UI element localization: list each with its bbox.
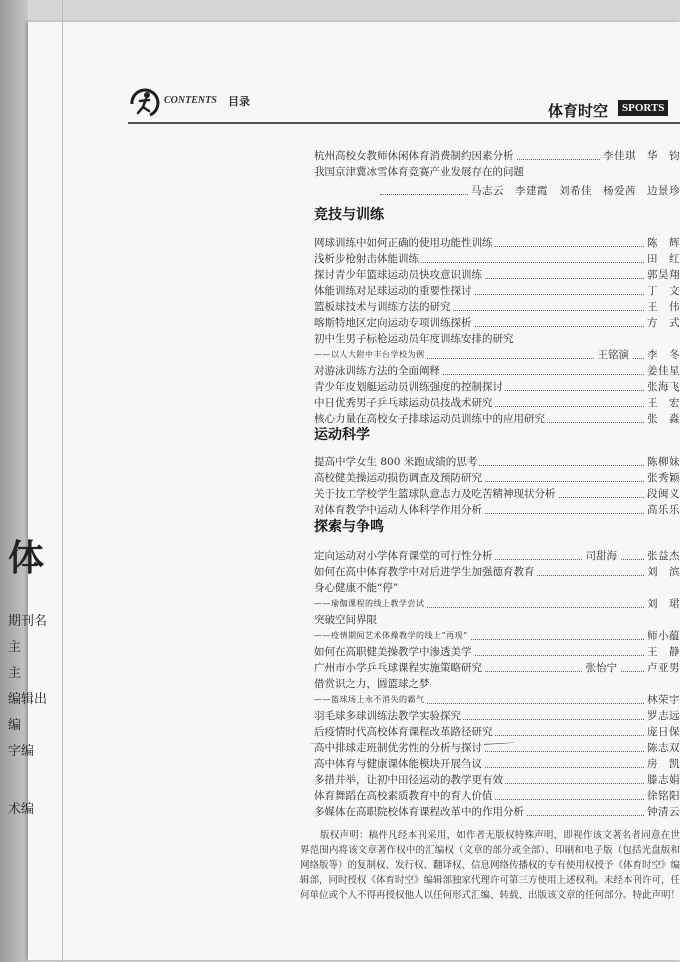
- header-rule: [128, 122, 680, 124]
- entry-authors: 陈柳妹: [644, 454, 680, 470]
- entry-subtitle: ——瑜伽课程的线上教学尝试: [314, 596, 427, 612]
- entry-authors: 陈志双: [644, 740, 680, 756]
- entry-title: 篮板球技术与训练方法的研究: [314, 301, 451, 313]
- toc-entry: [314, 379, 680, 395]
- toc-entry: [314, 676, 680, 692]
- entry-title: 体育舞蹈在高校素质教育中的育人价值: [314, 790, 493, 802]
- contents-label: CONTENTS: [164, 95, 217, 106]
- entry-title: 如何在高职健美操教学中渗透美学: [314, 646, 472, 658]
- entry-authors: 马志云 李建霞 刘希佳 杨爱茜 边景珍: [468, 183, 680, 199]
- entry-title: 后疫情时代高校体育课程改革路径研究: [314, 726, 493, 738]
- toc-entry: [314, 470, 680, 486]
- entry-title: 中日优秀男子乒乓球运动员技战术研究: [314, 397, 493, 409]
- toc-entry: [314, 548, 680, 564]
- entry-title: 高中体育与健康课体能模块开展刍议: [314, 758, 482, 770]
- entry-authors: 卢亚男: [644, 660, 680, 676]
- entry-authors: 王 伟: [644, 299, 680, 315]
- entry-authors: 王 静: [644, 644, 680, 660]
- entry-authors: 王 宏: [644, 395, 680, 411]
- copyright-text: 版权声明：稿件凡经本刊采用，如作者无版权特殊声明，即视作该文著名者同意在世界范围内将该文章著作权中的汇编权（文章的部分或全部）、印刷和电子版（包括光盘版和网络版等）的复制权、发行权、翻译权、信息网络传播权的专有使用权授予《体育时空》编辑部，同时授权《体育时空》编辑部独家代理许可第三方使用上述权利。未经本刊许可，任何单位或个人不得再授权他人以任何形式汇编、转载、出版该文章的任何部分。特此声明！: [300, 830, 680, 901]
- spine-line: 主: [8, 666, 22, 681]
- runner-logo-icon: [128, 86, 160, 118]
- entry-title: 高校健美操运动损伤调查及预防研究: [314, 472, 482, 484]
- entry-authors: 方 式: [644, 315, 680, 331]
- toc-entry: [314, 756, 680, 772]
- entry-title: 多措并举，让初中田径运动的教学更有效: [314, 774, 503, 786]
- toc-entry: [314, 331, 680, 347]
- entry-title: 探讨青少年篮球运动员快攻意识训练: [314, 269, 482, 281]
- toc-entry: [314, 788, 680, 804]
- toc-entry: [314, 164, 680, 180]
- entry-title: 如何在高中体育教学中对后进学生加强德育教育: [314, 566, 535, 578]
- entry-authors: 李 冬: [644, 347, 680, 363]
- toc-entry: [314, 580, 680, 596]
- entry-authors: 师小蕴: [644, 628, 680, 644]
- entry-authors: 张海飞: [644, 379, 680, 395]
- page-fold: [62, 0, 63, 962]
- toc-entry: [314, 315, 680, 331]
- toc-entry: [314, 347, 680, 363]
- entry-title: 提高中学女生 800 米跑成绩的思考: [314, 456, 478, 468]
- toc-entry: [314, 612, 680, 628]
- spine-line: 编辑出: [8, 692, 48, 707]
- entry-authors: 丁 文: [644, 283, 680, 299]
- toc-entry: [314, 251, 680, 267]
- section-heading: 竞技与训练: [314, 207, 384, 223]
- section-heading: 探索与争鸣: [314, 519, 384, 535]
- entry-title: 喀斯特地区定向运动专项训练探析: [314, 317, 472, 329]
- entry-title: 浅析步枪射击体能训练: [314, 253, 419, 265]
- entry-authors: 田 红: [644, 251, 680, 267]
- entry-title: 对游泳训练方法的全面阐释: [314, 365, 440, 377]
- spine-line: 编: [8, 718, 22, 733]
- entry-authors: 张秀颖: [644, 470, 680, 486]
- entry-title: 定向运动对小学体育课堂的可行性分析: [314, 550, 493, 562]
- entry-title: 关于技工学校学生篮球队意志力及吃苦精神现状分析: [314, 488, 556, 500]
- toc-entry: [314, 454, 680, 470]
- entry-authors: 郭昊翔: [644, 267, 680, 283]
- toc-entry: [314, 628, 680, 644]
- toc-entry: [314, 708, 680, 724]
- entry-authors: 李佳琪 华 钧: [600, 148, 680, 164]
- entry-subtitle: ——以人大附中丰台学校为例: [314, 347, 427, 363]
- entry-title: 网球训练中如何正确的使用功能性训练: [314, 237, 493, 249]
- copyright-notice: [300, 828, 680, 903]
- spine-line: 主: [8, 640, 22, 655]
- toc-entry: [314, 411, 680, 427]
- toc-entry: [314, 267, 680, 283]
- spine-line: 字编: [8, 744, 35, 759]
- entry-authors: 刘 滨: [644, 564, 680, 580]
- entry-subtitle: ——疫情期间艺术体操教学的线上“再现”: [314, 628, 470, 644]
- toc-entry: [314, 564, 680, 580]
- toc-entry: [314, 395, 680, 411]
- entry-authors: 庞日保: [644, 724, 680, 740]
- entry-title: 我国京津冀冰雪体育竞赛产业发展存在的问题: [314, 166, 524, 178]
- toc-entry: [314, 692, 680, 708]
- entry-title: 羽毛球多球训练法教学实验探究: [314, 710, 461, 722]
- entry-title: 身心健康不能“停”: [314, 582, 399, 594]
- entry-title: 初中生男子标枪运动员年度训练安排的研究: [314, 333, 514, 345]
- entry-authors: 徐铭阳: [644, 788, 680, 804]
- toc-entry: [314, 772, 680, 788]
- entry-authors: 段闽义: [644, 486, 680, 502]
- spine-title: 体: [8, 538, 45, 579]
- spine-line: 期刊名: [8, 614, 48, 629]
- entry-authors: 钟清云: [644, 804, 680, 820]
- entry-authors: 罗志远: [644, 708, 680, 724]
- toc-entry: [380, 183, 680, 199]
- toc-entry: [314, 660, 680, 676]
- toc-entry: [314, 502, 680, 518]
- toc-entry: [314, 283, 680, 299]
- entry-subtitle: ——篮球场上永不消失的霸气: [314, 692, 427, 708]
- section-heading: 运动科学: [314, 427, 370, 443]
- entry-title: 借赏识之力，圆篮球之梦: [314, 678, 430, 690]
- entry-title: 青少年皮划艇运动员训练强度的控制探讨: [314, 381, 503, 393]
- toc-entry: [314, 299, 680, 315]
- entry-authors: 陈 辉: [644, 235, 680, 251]
- entry-author-first: 王铭演: [595, 347, 633, 363]
- toc-entry: [314, 644, 680, 660]
- entry-authors: 张益杰: [644, 548, 680, 564]
- sport-tag: SPORTS: [618, 100, 668, 116]
- toc-entry: [314, 486, 680, 502]
- entry-authors: 房 凯: [644, 756, 680, 772]
- toc-entry: [314, 363, 680, 379]
- entry-title: 杭州高校女教师休闲体育消费制约因素分析: [314, 150, 514, 162]
- entry-authors: 滕志娟: [644, 772, 680, 788]
- magazine-name: 体育时空: [548, 102, 609, 120]
- entry-title: 对体育教学中运动人体科学作用分析: [314, 504, 482, 516]
- entry-author-first: 司甜海: [583, 548, 621, 564]
- entry-title: 突破空间界限: [314, 614, 377, 626]
- entry-title: 体能训练对足球运动的重要性探讨: [314, 285, 472, 297]
- spine-line: 术编: [8, 802, 35, 817]
- toc-entry: [314, 804, 680, 820]
- entry-authors: 林荣宇: [644, 692, 680, 708]
- scan-margin: [0, 0, 28, 962]
- toc-entry: [314, 235, 680, 251]
- entry-title: 多媒体在高职院校体育课程改革中的作用分析: [314, 806, 524, 818]
- entry-title: 广州市小学乒乓球课程实施策略研究: [314, 662, 482, 674]
- entry-author-first: 张怡宁: [583, 660, 621, 676]
- entry-authors: 张 淼: [644, 411, 680, 427]
- entry-authors: 刘 珺: [644, 596, 680, 612]
- toc-entry: [314, 724, 680, 740]
- entry-title: 核心力量在高校女子排球运动员训练中的应用研究: [314, 413, 545, 425]
- entry-authors: 高乐乐: [644, 502, 680, 518]
- entry-authors: 姜佳星: [644, 363, 680, 379]
- toc-entry: [314, 596, 680, 612]
- contents-cn-label: 目录: [228, 95, 250, 108]
- toc-entry: [314, 148, 680, 164]
- entry-title: 高中排球走班制优劣性的分析与探讨: [314, 742, 482, 754]
